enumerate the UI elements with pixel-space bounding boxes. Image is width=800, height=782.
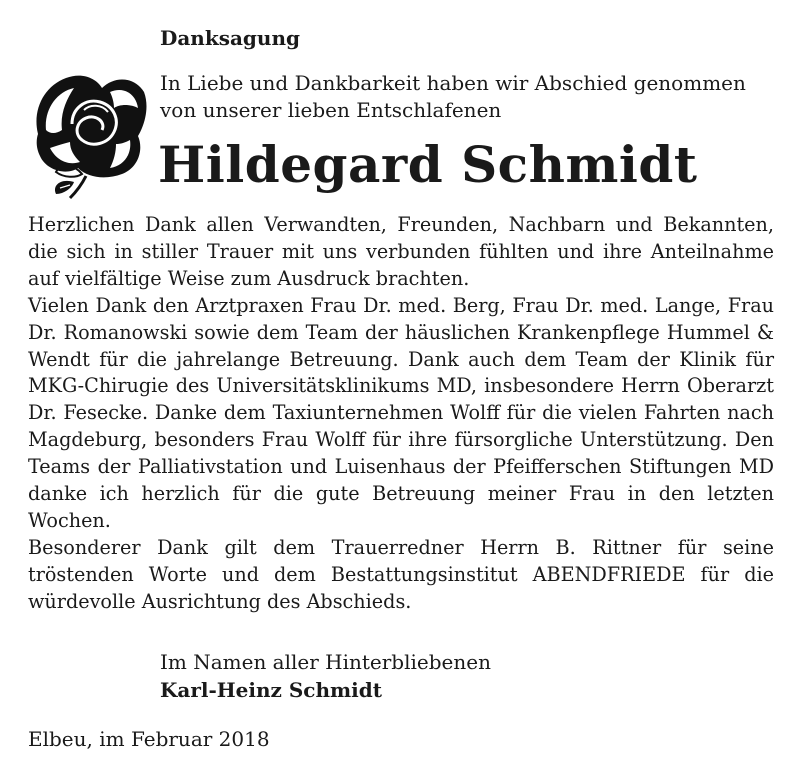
rose-icon [26,64,152,200]
deceased-name: Hildegard Schmidt [158,135,698,194]
signer-name: Karl-Heinz Schmidt [160,678,383,702]
place-date: Elbeu, im Februar 2018 [28,727,270,751]
intro-line-1: In Liebe und Dankbarkeit haben wir Abschied genommen [160,71,746,95]
intro-text [160,70,780,124]
notice-heading: Danksagung [160,26,300,50]
closing-line: Im Namen aller Hinterbliebenen [160,650,491,674]
thanks-paragraph-2: Vielen Dank den Arztpraxen Frau Dr. med. Berg, Frau Dr. med. Lange, Frau Dr. Romanowski sowie dem Team der häuslichen Krankenpflege Hummel & Wendt für die jahrelange Betreuung. Dank auch dem Team der Klinik für MKG-Chirugie des Universitätsklinikums MD, insbesondere Herrn Oberarzt Dr. Fesecke. Danke dem Taxiunternehmen Wolff für die vielen Fahrten nach Magdeburg, besonders Frau Wolff für ihre fürsorgliche Unterstützung. Den Teams der Palliativstation und Luisenhaus der Pfeifferschen Stiftungen MD danke ich herzlich für die gute Betreuung meiner Frau in den letzten Wochen. [28,293,774,532]
closing-block [160,648,491,704]
thanks-text [28,212,774,616]
thanks-paragraph-1: Herzlichen Dank allen Verwandten, Freunden, Nachbarn und Bekannten, die sich in stiller Trauer mit uns verbunden fühlten und ihre Anteilnahme auf vielfältige Weise zum Ausdruck brachten. [28,213,774,290]
thanks-paragraph-3: Besonderer Dank gilt dem Trauerredner Herrn B. Rittner für seine tröstenden Worte und dem Bestattungsinstitut ABENDFRIEDE für die würdevolle Ausrichtung des Abschieds. [28,535,774,613]
intro-line-2: von unserer lieben Entschlafenen [160,98,502,122]
